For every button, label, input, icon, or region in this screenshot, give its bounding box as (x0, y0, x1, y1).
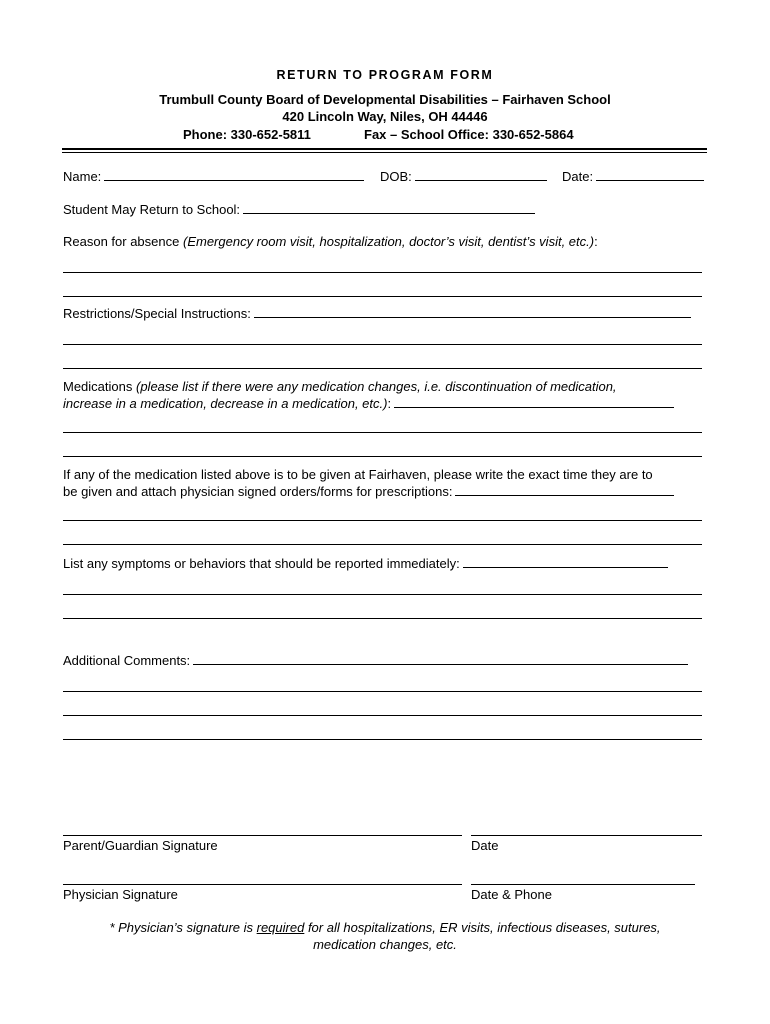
reason-label: Reason for absence (63, 234, 180, 249)
symptoms-field-line-3[interactable] (63, 618, 702, 619)
medications-label: Medications (63, 379, 133, 394)
comments-field[interactable] (193, 653, 688, 665)
medications-colon: : (387, 396, 392, 411)
footnote-emphasis: required (256, 920, 305, 935)
physician-date-phone-field[interactable] (471, 884, 695, 885)
med-time-row-1: If any of the medication listed above is to be given at Fairhaven, please write the exact time they are to (63, 467, 653, 482)
medications-row-2 (63, 396, 674, 412)
med-time-field-line-2[interactable] (63, 520, 702, 521)
restrictions-label: Restrictions/Special Instructions: (63, 306, 251, 321)
parent-signature-field[interactable] (63, 835, 462, 836)
header-divider-thin (62, 152, 707, 153)
footnote-suffix: for all hospitalizations, ER visits, infectious diseases, sutures, (304, 920, 661, 935)
dob-row (380, 169, 547, 185)
return-row (63, 202, 535, 218)
name-label: Name: (63, 169, 102, 184)
symptoms-row (63, 556, 668, 572)
reason-field-line-1[interactable] (63, 272, 702, 273)
fax-number: Fax – School Office: 330-652-5864 (364, 127, 574, 142)
reason-hint: (Emergency room visit, hospitalization, doctor’s visit, dentist’s visit, etc.) (182, 234, 595, 249)
parent-signature-label: Parent/Guardian Signature (63, 838, 218, 853)
dob-field[interactable] (415, 169, 547, 181)
footnote-line-2: medication changes, etc. (313, 937, 457, 952)
comments-row (63, 653, 688, 669)
medications-field[interactable] (394, 396, 674, 408)
organization-address: 420 Lincoln Way, Niles, OH 44446 (282, 109, 488, 124)
med-time-field-line-3[interactable] (63, 544, 702, 545)
medications-field-line-3[interactable] (63, 456, 702, 457)
symptoms-field[interactable] (463, 556, 668, 568)
parent-date-field[interactable] (471, 835, 702, 836)
medications-row-1 (63, 379, 617, 395)
footnote-line-1 (0, 919, 770, 936)
parent-date-label: Date (471, 838, 499, 853)
date-field[interactable] (596, 169, 704, 181)
med-time-field[interactable] (455, 484, 674, 496)
date-label: Date: (562, 169, 594, 184)
physician-signature-label: Physician Signature (63, 887, 178, 902)
footnote (0, 919, 770, 953)
med-time-row-2 (63, 484, 674, 500)
restrictions-field[interactable] (254, 306, 691, 318)
name-field[interactable] (104, 169, 364, 181)
medications-hint-2: increase in a medication, decrease in a medication, etc.) (63, 396, 388, 411)
comments-field-line-2[interactable] (63, 691, 702, 692)
restrictions-field-line-3[interactable] (63, 368, 702, 369)
reason-row (63, 234, 598, 250)
symptoms-label: List any symptoms or behaviors that should be reported immediately: (63, 556, 460, 571)
phone-number: Phone: 330-652-5811 (183, 127, 311, 142)
comments-field-line-4[interactable] (63, 739, 702, 740)
comments-label: Additional Comments: (63, 653, 191, 668)
header-divider-thick (62, 148, 707, 150)
physician-signature-field[interactable] (63, 884, 462, 885)
organization-name: Trumbull County Board of Developmental Disabilities – Fairhaven School (159, 92, 611, 107)
dob-label: DOB: (380, 169, 412, 184)
medications-hint-1: (please list if there were any medication changes, i.e. discontinuation of medication, (136, 379, 617, 394)
return-date-field[interactable] (243, 202, 535, 214)
name-row (63, 169, 364, 185)
comments-field-line-3[interactable] (63, 715, 702, 716)
footnote-prefix: * Physician’s signature is (109, 920, 257, 935)
form-title: RETURN TO PROGRAM FORM (276, 68, 494, 82)
reason-field-line-2[interactable] (63, 296, 702, 297)
symptoms-field-line-2[interactable] (63, 594, 702, 595)
restrictions-field-line-2[interactable] (63, 344, 702, 345)
reason-colon: : (594, 234, 598, 249)
med-time-label: be given and attach physician signed orders/forms for prescriptions: (63, 484, 453, 499)
restrictions-row (63, 306, 691, 322)
medications-field-line-2[interactable] (63, 432, 702, 433)
return-label: Student May Return to School: (63, 202, 241, 217)
physician-date-phone-label: Date & Phone (471, 887, 552, 902)
date-row (562, 169, 704, 185)
